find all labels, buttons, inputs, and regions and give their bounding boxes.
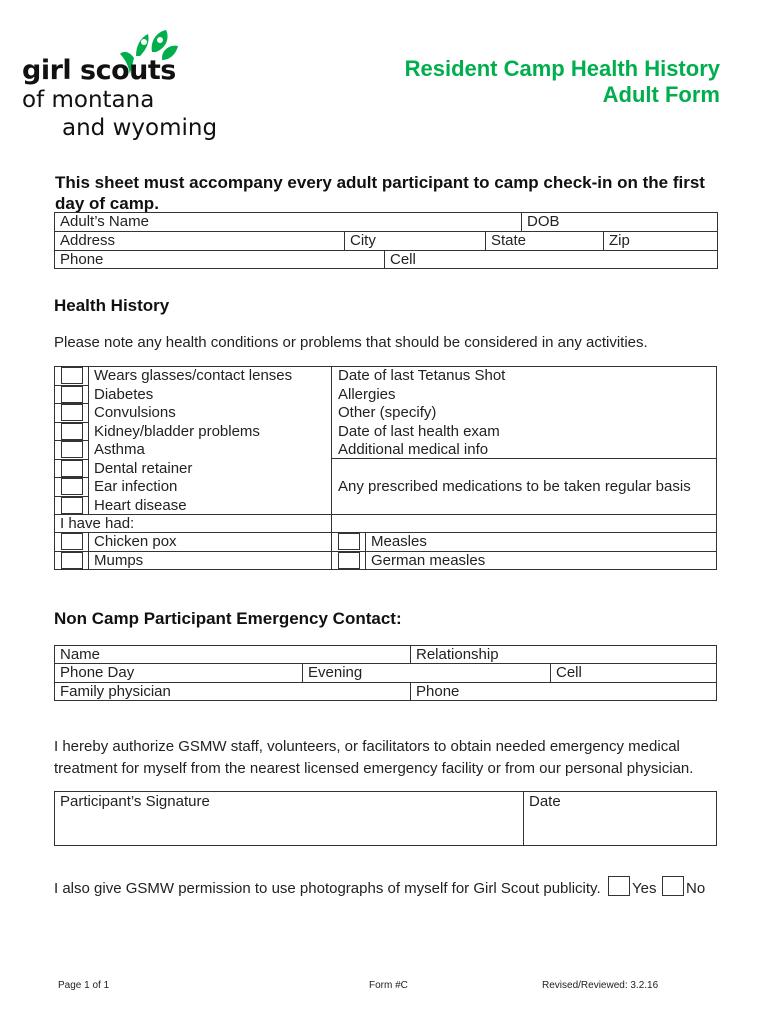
instruction-text: This sheet must accompany every adult participant to camp check-in on the first day of camp. <box>55 173 705 213</box>
health-note: Please note any health conditions or problems that should be considered in any activities. <box>54 334 648 351</box>
health-history-heading: Health History <box>54 296 170 315</box>
condition-label: Diabetes <box>94 386 154 403</box>
checkbox-kidney[interactable] <box>61 423 83 440</box>
cell-field[interactable]: Cell <box>390 251 416 268</box>
other-specify-field[interactable]: Other (specify) <box>338 404 437 421</box>
last-health-exam-field[interactable]: Date of last health exam <box>338 423 500 440</box>
checkbox-dental-retainer[interactable] <box>61 460 83 477</box>
photo-permission-text: I also give GSMW permission to use photographs of myself for Girl Scout publicity. <box>54 880 601 897</box>
family-physician-field[interactable]: Family physician <box>60 683 171 700</box>
had-label: Measles <box>371 533 427 550</box>
tetanus-shot-field[interactable]: Date of last Tetanus Shot <box>338 367 506 384</box>
form-title-line-2: Adult Form <box>602 82 720 107</box>
authorization-text: I hereby authorize GSMW staff, volunteers, or facilitators to obtain needed emergency medical treatment for myself from the nearest licensed emergency facility or from our personal physician. <box>54 738 694 777</box>
emergency-contact-heading: Non Camp Participant Emergency Contact: <box>54 609 402 628</box>
logo-line-3: and wyoming <box>62 115 218 141</box>
had-label: German measles <box>371 552 486 569</box>
checkbox-photo-no[interactable] <box>662 876 684 896</box>
condition-label: Heart disease <box>94 497 187 514</box>
logo-wordmark <box>22 56 217 142</box>
logo-line-2: of montana <box>22 87 155 113</box>
checkbox-german-measles[interactable] <box>338 552 360 569</box>
checkbox-diabetes[interactable] <box>61 386 83 403</box>
zip-field[interactable]: Zip <box>609 232 630 249</box>
condition-label: Ear infection <box>94 478 178 495</box>
contact-name-field[interactable]: Name <box>60 646 101 663</box>
state-field[interactable]: State <box>491 232 527 249</box>
physician-phone-field[interactable]: Phone <box>416 683 460 700</box>
logo-line-1: girl scouts <box>22 55 176 86</box>
city-field[interactable]: City <box>350 232 376 249</box>
address-field[interactable]: Address <box>60 232 116 249</box>
condition-label: Wears glasses/contact lenses <box>94 367 293 384</box>
checkbox-chicken-pox[interactable] <box>61 533 83 550</box>
condition-label: Asthma <box>94 441 145 458</box>
checkbox-ear-infection[interactable] <box>61 478 83 495</box>
footer-form-number: Form #C <box>369 980 408 991</box>
photo-yes-label: Yes <box>632 880 657 897</box>
had-label: Mumps <box>94 552 144 569</box>
checkbox-measles[interactable] <box>338 533 360 550</box>
adult-name-field[interactable]: Adult’s Name <box>60 213 149 230</box>
checkbox-heart-disease[interactable] <box>61 497 83 514</box>
form-title-line-1: Resident Camp Health History <box>404 56 720 81</box>
phone-field[interactable]: Phone <box>60 251 104 268</box>
checkbox-asthma[interactable] <box>61 441 83 458</box>
checkbox-convulsions[interactable] <box>61 404 83 421</box>
signature-date-field[interactable]: Date <box>529 793 561 810</box>
participant-signature-field[interactable]: Participant’s Signature <box>60 793 210 810</box>
form-title <box>405 56 720 108</box>
allergies-field[interactable]: Allergies <box>338 386 396 403</box>
checkbox-photo-yes[interactable] <box>608 876 630 896</box>
additional-medical-info-field[interactable]: Additional medical info <box>338 441 489 458</box>
condition-label: Convulsions <box>94 404 176 421</box>
had-label: Chicken pox <box>94 533 177 550</box>
relationship-field[interactable]: Relationship <box>416 646 499 663</box>
prescribed-medications-field[interactable]: Any prescribed medications to be taken regular basis <box>338 478 691 495</box>
photo-no-label: No <box>686 880 706 897</box>
checkbox-glasses[interactable] <box>61 367 83 384</box>
dob-field[interactable]: DOB <box>527 213 560 230</box>
condition-label: Kidney/bladder problems <box>94 423 260 440</box>
footer-revised-date: Revised/Reviewed: 3.2.16 <box>542 980 659 991</box>
condition-label: Dental retainer <box>94 460 193 477</box>
footer-page-number: Page 1 of 1 <box>58 980 110 991</box>
contact-cell-field[interactable]: Cell <box>556 664 582 681</box>
evening-phone-field[interactable]: Evening <box>308 664 363 681</box>
checkbox-mumps[interactable] <box>61 552 83 569</box>
i-have-had-label: I have had: <box>60 515 135 532</box>
phone-day-field[interactable]: Phone Day <box>60 664 135 681</box>
